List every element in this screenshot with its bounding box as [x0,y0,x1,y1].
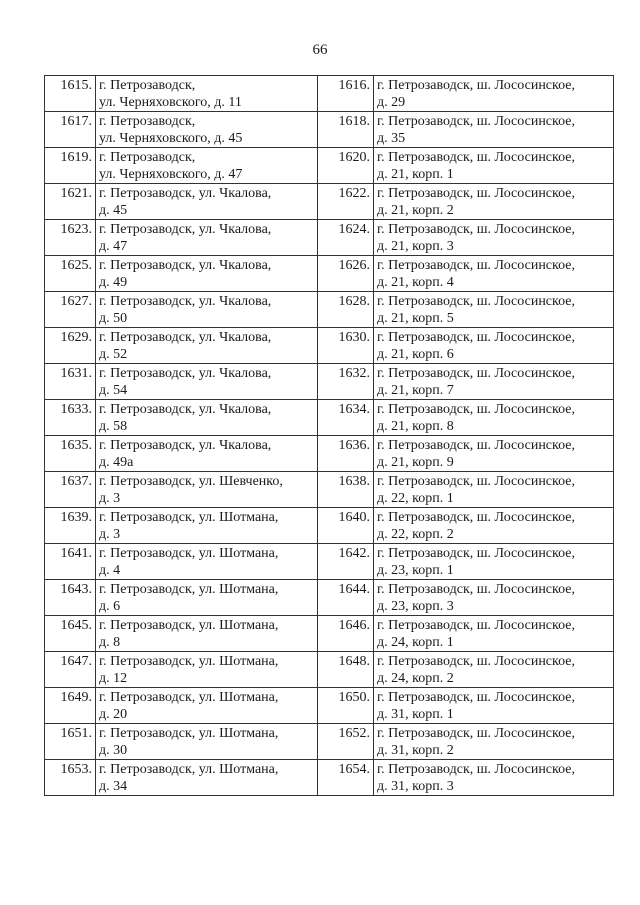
entry-number: 1637. [45,472,96,508]
entry-number: 1650. [318,688,374,724]
address-line-1: г. Петрозаводск, ш. Лососинское, [377,150,575,165]
entry-number: 1623. [45,220,96,256]
entry-number: 1627. [45,292,96,328]
address-line-1: г. Петрозаводск, ул. Шотмана, [99,762,279,777]
address-cell [96,400,318,436]
address-line-1: г. Петрозаводск, ш. Лососинское, [377,78,575,93]
address-cell [96,472,318,508]
address-line-1: г. Петрозаводск, ш. Лососинское, [377,402,575,417]
address-line-1: г. Петрозаводск, ш. Лососинское, [377,546,575,561]
address-line-2: д. 31, корп. 2 [377,742,454,758]
entry-number: 1632. [318,364,374,400]
address-line-1: г. Петрозаводск, ул. Шотмана, [99,582,279,597]
address-line-1: г. Петрозаводск, ш. Лососинское, [377,222,575,237]
address-line-1: г. Петрозаводск, ш. Лососинское, [377,618,575,633]
entry-number: 1654. [318,760,374,796]
address-line-2: д. 22, корп. 1 [377,490,454,506]
address-cell [96,580,318,616]
table-row [45,148,614,184]
address-cell [96,724,318,760]
entry-number: 1651. [45,724,96,760]
address-cell [374,400,614,436]
table-row [45,760,614,796]
address-line-1: г. Петрозаводск, ул. Шотмана, [99,726,279,741]
entry-number: 1621. [45,184,96,220]
address-line-2: д. 24, корп. 1 [377,634,454,650]
address-line-1: г. Петрозаводск, ш. Лососинское, [377,294,575,309]
address-line-2: д. 4 [99,562,121,578]
address-cell [96,148,318,184]
entry-number: 1634. [318,400,374,436]
table-row [45,580,614,616]
address-cell [374,436,614,472]
address-line-2: д. 21, корп. 4 [377,274,454,290]
address-cell [96,760,318,796]
address-line-2: д. 21, корп. 2 [377,202,454,218]
address-cell [374,112,614,148]
entry-number: 1642. [318,544,374,580]
address-line-1: г. Петрозаводск, ул. Чкалова, [99,366,272,381]
address-line-1: г. Петрозаводск, ш. Лососинское, [377,438,575,453]
entry-number: 1631. [45,364,96,400]
address-line-2: д. 23, корп. 1 [377,562,454,578]
entry-number: 1649. [45,688,96,724]
entry-number: 1615. [45,76,96,112]
entry-number: 1616. [318,76,374,112]
address-line-1: г. Петрозаводск, ул. Шотмана, [99,654,279,669]
address-line-2: д. 22, корп. 2 [377,526,454,542]
entry-number: 1636. [318,436,374,472]
address-line-1: г. Петрозаводск, [99,114,196,129]
address-cell [374,220,614,256]
table-row [45,724,614,760]
address-line-2: д. 21, корп. 6 [377,346,454,362]
address-line-2: д. 49 [99,274,128,290]
address-line-1: г. Петрозаводск, ш. Лососинское, [377,330,575,345]
address-line-2: д. 23, корп. 3 [377,598,454,614]
entry-number: 1624. [318,220,374,256]
table-row [45,220,614,256]
table-row [45,328,614,364]
address-line-2: д. 21, корп. 3 [377,238,454,254]
address-line-1: г. Петрозаводск, ул. Шотмана, [99,546,279,561]
address-table [44,75,614,796]
entry-number: 1617. [45,112,96,148]
entry-number: 1652. [318,724,374,760]
address-line-1: г. Петрозаводск, ул. Чкалова, [99,294,272,309]
table-row [45,436,614,472]
table-row [45,472,614,508]
table-row [45,688,614,724]
address-line-2: д. 12 [99,670,128,686]
table-row [45,400,614,436]
entry-number: 1619. [45,148,96,184]
address-line-2: д. 49а [99,454,134,470]
address-line-2: д. 21, корп. 7 [377,382,454,398]
address-line-1: г. Петрозаводск, ул. Чкалова, [99,438,272,453]
address-line-2: д. 50 [99,310,128,326]
entry-number: 1628. [318,292,374,328]
table-row [45,292,614,328]
table-row [45,256,614,292]
address-cell [374,508,614,544]
entry-number: 1653. [45,760,96,796]
table-row [45,364,614,400]
table-row [45,112,614,148]
address-line-1: г. Петрозаводск, ш. Лососинское, [377,474,575,489]
address-cell [374,184,614,220]
table-row [45,76,614,112]
address-cell [96,544,318,580]
address-cell [374,328,614,364]
address-cell [374,292,614,328]
address-line-1: г. Петрозаводск, ш. Лососинское, [377,762,575,777]
entry-number: 1641. [45,544,96,580]
address-cell [96,436,318,472]
address-line-1: г. Петрозаводск, ул. Шотмана, [99,510,279,525]
address-cell [96,508,318,544]
address-cell [96,220,318,256]
address-line-2: д. 30 [99,742,128,758]
address-line-1: г. Петрозаводск, [99,150,196,165]
address-line-1: г. Петрозаводск, ш. Лососинское, [377,114,575,129]
address-line-1: г. Петрозаводск, ул. Шотмана, [99,690,279,705]
address-line-1: г. Петрозаводск, ул. Чкалова, [99,186,272,201]
address-cell [96,184,318,220]
address-cell [374,724,614,760]
address-cell [374,616,614,652]
address-line-2: ул. Черняховского, д. 11 [99,94,242,110]
address-cell [96,328,318,364]
address-table-body [45,76,614,796]
address-line-1: г. Петрозаводск, ул. Шевченко, [99,474,283,489]
entry-number: 1630. [318,328,374,364]
address-cell [374,760,614,796]
entry-number: 1629. [45,328,96,364]
entry-number: 1639. [45,508,96,544]
address-line-2: д. 3 [99,490,121,506]
address-cell [374,472,614,508]
entry-number: 1638. [318,472,374,508]
address-cell [374,256,614,292]
table-row [45,508,614,544]
address-cell [374,688,614,724]
page-number: 66 [312,42,328,58]
address-line-1: г. Петрозаводск, ул. Чкалова, [99,222,272,237]
address-cell [374,652,614,688]
entry-number: 1618. [318,112,374,148]
address-line-2: д. 3 [99,526,121,542]
address-cell [96,112,318,148]
address-line-2: д. 45 [99,202,128,218]
table-row [45,544,614,580]
entry-number: 1620. [318,148,374,184]
address-line-2: д. 21, корп. 1 [377,166,454,182]
address-line-1: г. Петрозаводск, ш. Лососинское, [377,258,575,273]
address-line-1: г. Петрозаводск, ш. Лососинское, [377,726,575,741]
entry-number: 1647. [45,652,96,688]
address-line-2: ул. Черняховского, д. 47 [99,166,243,182]
address-line-1: г. Петрозаводск, ш. Лососинское, [377,366,575,381]
address-line-1: г. Петрозаводск, [99,78,196,93]
address-line-2: д. 31, корп. 1 [377,706,454,722]
table-row [45,184,614,220]
address-line-2: д. 54 [99,382,128,398]
address-line-1: г. Петрозаводск, ш. Лососинское, [377,510,575,525]
address-line-1: г. Петрозаводск, ул. Шотмана, [99,618,279,633]
address-cell [374,364,614,400]
entry-number: 1633. [45,400,96,436]
address-cell [96,688,318,724]
table-row [45,616,614,652]
address-cell [96,256,318,292]
address-cell [96,616,318,652]
address-cell [96,652,318,688]
address-line-1: г. Петрозаводск, ш. Лососинское, [377,654,575,669]
entry-number: 1644. [318,580,374,616]
entry-number: 1645. [45,616,96,652]
address-line-2: д. 52 [99,346,128,362]
address-line-2: ул. Черняховского, д. 45 [99,130,243,146]
entry-number: 1643. [45,580,96,616]
address-line-1: г. Петрозаводск, ул. Чкалова, [99,258,272,273]
address-line-2: д. 21, корп. 9 [377,454,454,470]
entry-number: 1646. [318,616,374,652]
address-line-1: г. Петрозаводск, ш. Лососинское, [377,582,575,597]
entry-number: 1640. [318,508,374,544]
address-line-2: д. 29 [377,94,406,110]
address-cell [96,292,318,328]
entry-number: 1622. [318,184,374,220]
address-line-1: г. Петрозаводск, ш. Лососинское, [377,186,575,201]
address-line-2: д. 24, корп. 2 [377,670,454,686]
entry-number: 1626. [318,256,374,292]
address-line-1: г. Петрозаводск, ул. Чкалова, [99,402,272,417]
address-line-2: д. 31, корп. 3 [377,778,454,794]
address-line-2: д. 8 [99,634,121,650]
address-line-1: г. Петрозаводск, ул. Чкалова, [99,330,272,345]
table-row [45,652,614,688]
address-cell [374,76,614,112]
address-cell [96,76,318,112]
address-cell [374,544,614,580]
entry-number: 1635. [45,436,96,472]
address-cell [374,148,614,184]
address-line-1: г. Петрозаводск, ш. Лососинское, [377,690,575,705]
entry-number: 1648. [318,652,374,688]
address-line-2: д. 21, корп. 8 [377,418,454,434]
address-line-2: д. 47 [99,238,128,254]
address-line-2: д. 58 [99,418,128,434]
address-cell [96,364,318,400]
address-line-2: д. 34 [99,778,128,794]
address-line-2: д. 21, корп. 5 [377,310,454,326]
entry-number: 1625. [45,256,96,292]
address-line-2: д. 6 [99,598,121,614]
address-line-2: д. 20 [99,706,128,722]
address-line-2: д. 35 [377,130,406,146]
address-cell [374,580,614,616]
